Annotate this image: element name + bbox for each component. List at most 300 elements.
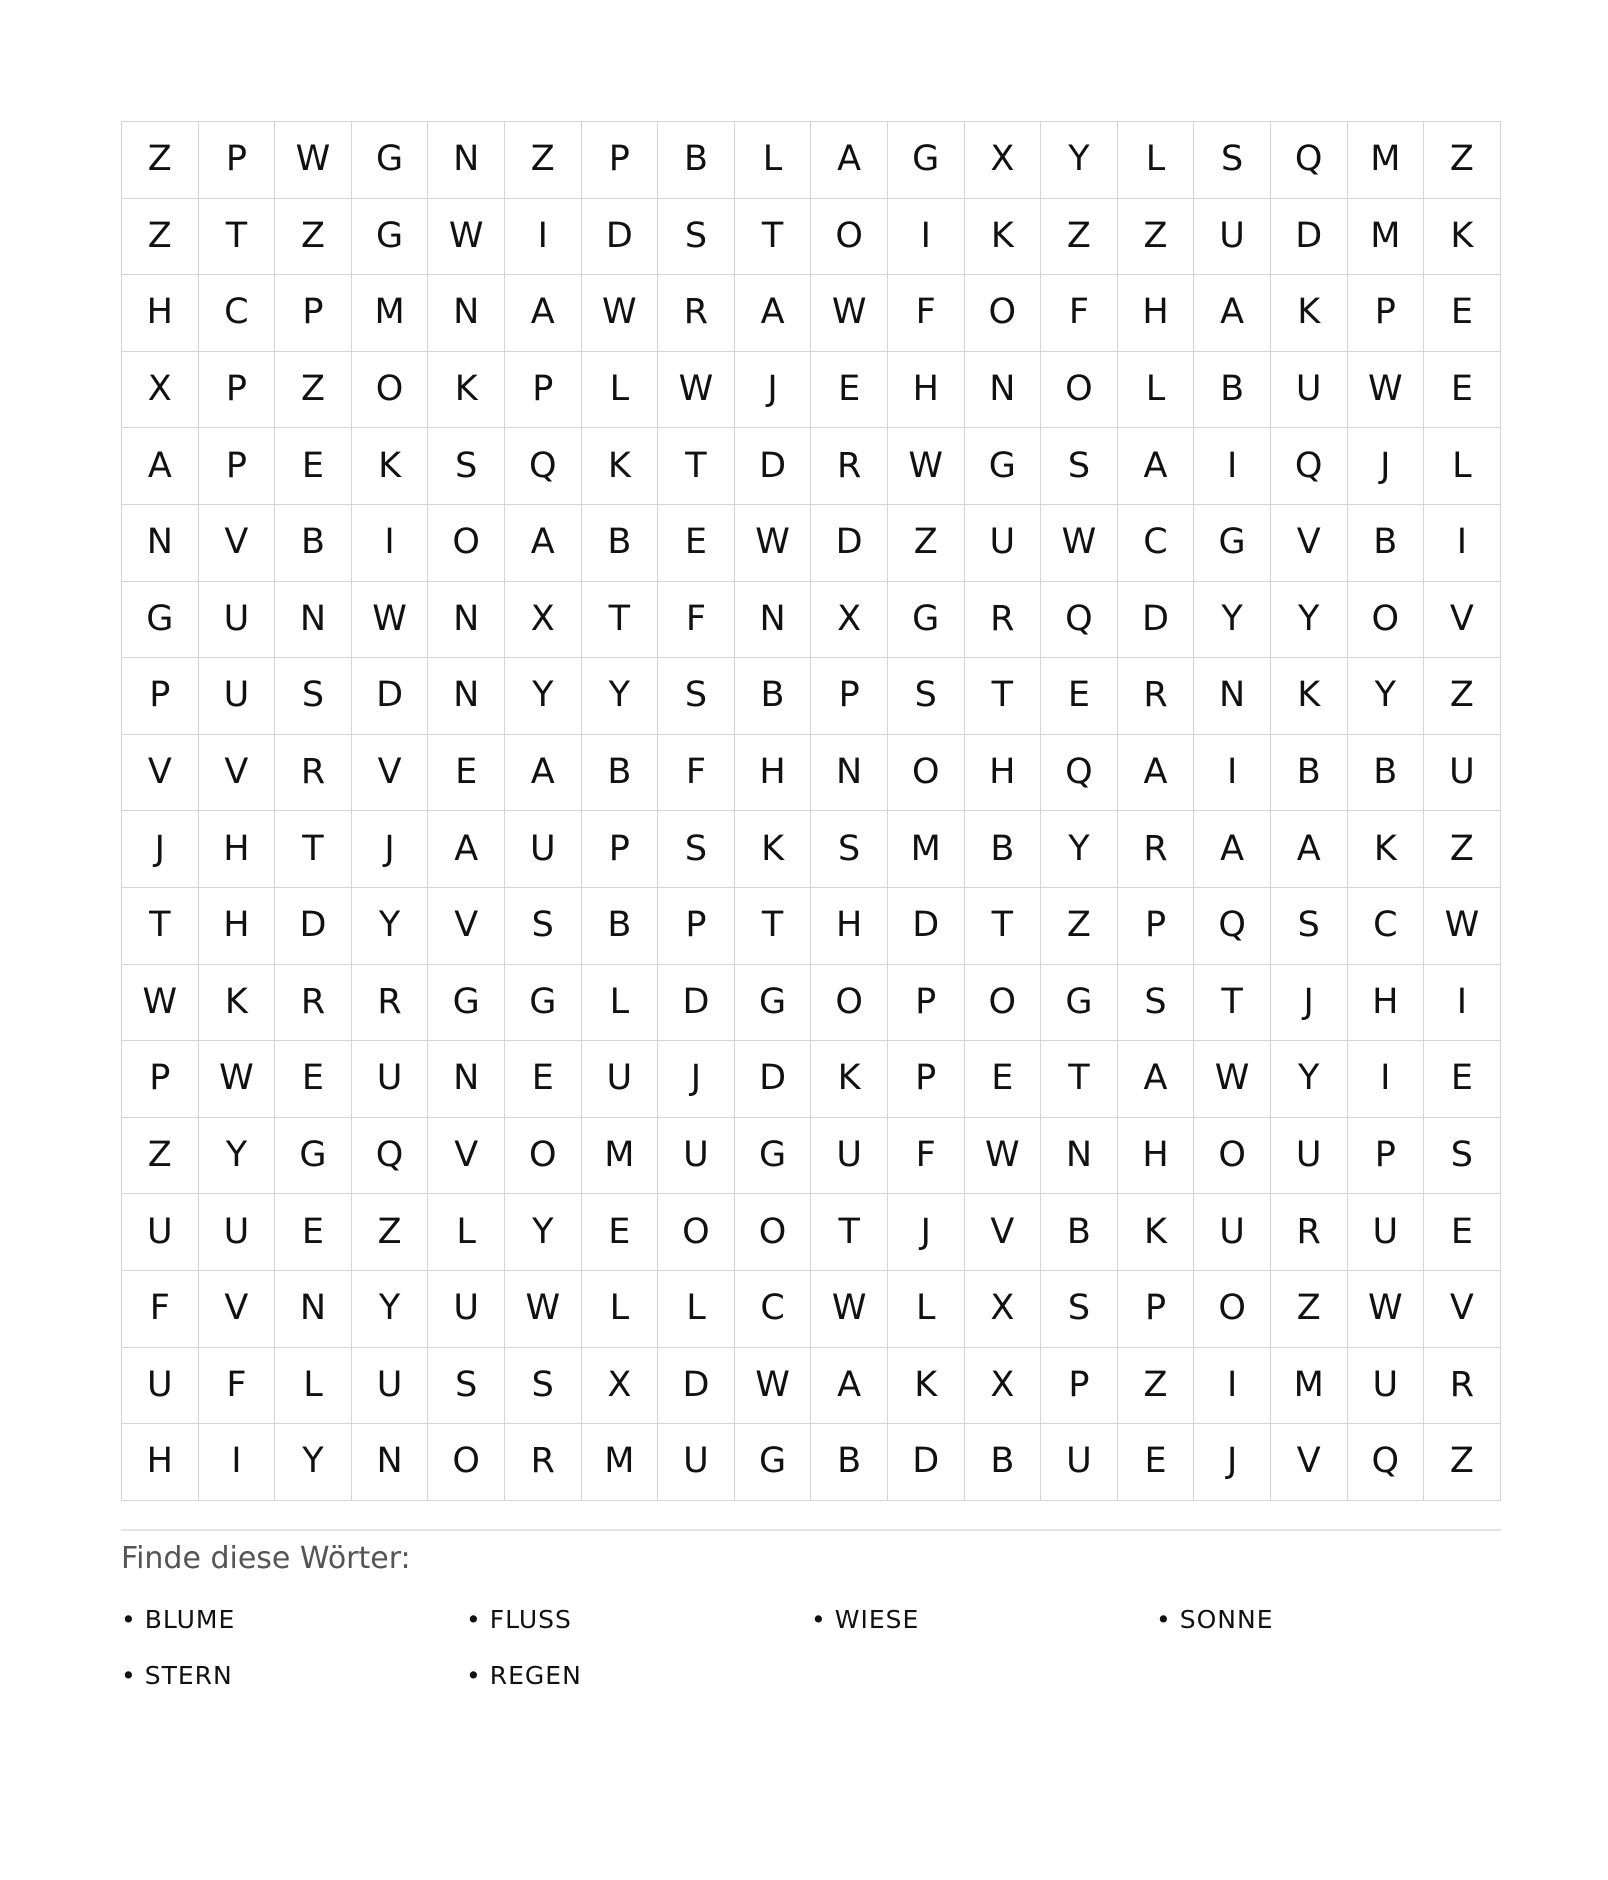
grid-cell[interactable]: P — [658, 888, 735, 965]
grid-cell[interactable]: H — [1348, 965, 1425, 1042]
grid-cell[interactable]: M — [1271, 1348, 1348, 1425]
grid-cell[interactable]: E — [1424, 1194, 1501, 1271]
grid-cell[interactable]: D — [1118, 582, 1195, 659]
grid-cell[interactable]: A — [505, 735, 582, 812]
grid-cell[interactable]: Y — [1271, 582, 1348, 659]
grid-cell[interactable]: O — [1348, 582, 1425, 659]
grid-cell[interactable]: N — [428, 122, 505, 199]
grid-cell[interactable]: F — [199, 1348, 276, 1425]
grid-cell[interactable]: S — [658, 658, 735, 735]
grid-cell[interactable]: N — [428, 658, 505, 735]
grid-cell[interactable]: P — [122, 1041, 199, 1118]
grid-cell[interactable]: Q — [505, 428, 582, 505]
grid-cell[interactable]: X — [505, 582, 582, 659]
grid-cell[interactable]: X — [965, 1271, 1042, 1348]
grid-cell[interactable]: P — [1041, 1348, 1118, 1425]
grid-cell[interactable]: Z — [1424, 1424, 1501, 1501]
grid-cell[interactable]: M — [1348, 122, 1425, 199]
grid-cell[interactable]: U — [1271, 1118, 1348, 1195]
grid-cell[interactable]: V — [199, 1271, 276, 1348]
grid-cell[interactable]: O — [658, 1194, 735, 1271]
grid-cell[interactable]: G — [428, 965, 505, 1042]
grid-cell[interactable]: E — [275, 1041, 352, 1118]
grid-cell[interactable]: E — [275, 428, 352, 505]
grid-cell[interactable]: B — [965, 1424, 1042, 1501]
grid-cell[interactable]: N — [428, 1041, 505, 1118]
grid-cell[interactable]: R — [1118, 658, 1195, 735]
grid-cell[interactable]: A — [1194, 811, 1271, 888]
grid-cell[interactable]: Y — [352, 1271, 429, 1348]
grid-cell[interactable]: W — [1348, 1271, 1425, 1348]
grid-cell[interactable]: K — [428, 352, 505, 429]
grid-cell[interactable]: A — [428, 811, 505, 888]
grid-cell[interactable]: R — [965, 582, 1042, 659]
grid-cell[interactable]: V — [199, 505, 276, 582]
grid-cell[interactable]: F — [1041, 275, 1118, 352]
grid-cell[interactable]: H — [122, 1424, 199, 1501]
grid-cell[interactable]: U — [428, 1271, 505, 1348]
grid-cell[interactable]: R — [275, 965, 352, 1042]
grid-cell[interactable]: S — [811, 811, 888, 888]
grid-cell[interactable]: O — [1041, 352, 1118, 429]
grid-cell[interactable]: U — [505, 811, 582, 888]
grid-cell[interactable]: U — [965, 505, 1042, 582]
grid-cell[interactable]: R — [811, 428, 888, 505]
grid-cell[interactable]: Z — [275, 199, 352, 276]
grid-cell[interactable]: G — [735, 1118, 812, 1195]
grid-cell[interactable]: S — [428, 428, 505, 505]
grid-cell[interactable]: T — [1041, 1041, 1118, 1118]
grid-cell[interactable]: W — [811, 275, 888, 352]
grid-cell[interactable]: A — [811, 122, 888, 199]
grid-cell[interactable]: N — [965, 352, 1042, 429]
grid-cell[interactable]: E — [1118, 1424, 1195, 1501]
grid-cell[interactable]: P — [582, 122, 659, 199]
grid-cell[interactable]: A — [735, 275, 812, 352]
grid-cell[interactable]: V — [1271, 505, 1348, 582]
grid-cell[interactable]: Y — [582, 658, 659, 735]
grid-cell[interactable]: G — [735, 1424, 812, 1501]
grid-cell[interactable]: W — [1424, 888, 1501, 965]
grid-cell[interactable]: W — [275, 122, 352, 199]
grid-cell[interactable]: O — [735, 1194, 812, 1271]
grid-cell[interactable]: E — [658, 505, 735, 582]
grid-cell[interactable]: Y — [1041, 122, 1118, 199]
grid-cell[interactable]: G — [1041, 965, 1118, 1042]
grid-cell[interactable]: U — [199, 582, 276, 659]
grid-cell[interactable]: B — [582, 735, 659, 812]
grid-cell[interactable]: Z — [352, 1194, 429, 1271]
grid-cell[interactable]: D — [735, 1041, 812, 1118]
grid-cell[interactable]: F — [888, 275, 965, 352]
grid-cell[interactable]: H — [122, 275, 199, 352]
grid-cell[interactable]: Y — [199, 1118, 276, 1195]
grid-cell[interactable]: D — [811, 505, 888, 582]
grid-cell[interactable]: K — [888, 1348, 965, 1425]
grid-cell[interactable]: W — [735, 1348, 812, 1425]
grid-cell[interactable]: W — [505, 1271, 582, 1348]
grid-cell[interactable]: P — [1348, 275, 1425, 352]
grid-cell[interactable]: B — [811, 1424, 888, 1501]
grid-cell[interactable]: L — [582, 352, 659, 429]
grid-cell[interactable]: K — [352, 428, 429, 505]
grid-cell[interactable]: O — [965, 965, 1042, 1042]
grid-cell[interactable]: X — [122, 352, 199, 429]
grid-cell[interactable]: J — [352, 811, 429, 888]
grid-cell[interactable]: L — [658, 1271, 735, 1348]
grid-cell[interactable]: C — [1348, 888, 1425, 965]
grid-cell[interactable]: T — [1194, 965, 1271, 1042]
grid-cell[interactable]: K — [735, 811, 812, 888]
grid-cell[interactable]: S — [1041, 428, 1118, 505]
grid-cell[interactable]: E — [1424, 1041, 1501, 1118]
grid-cell[interactable]: V — [352, 735, 429, 812]
grid-cell[interactable]: D — [352, 658, 429, 735]
grid-cell[interactable]: K — [1271, 658, 1348, 735]
grid-cell[interactable]: B — [1194, 352, 1271, 429]
grid-cell[interactable]: N — [1041, 1118, 1118, 1195]
grid-cell[interactable]: S — [505, 1348, 582, 1425]
grid-cell[interactable]: E — [505, 1041, 582, 1118]
grid-cell[interactable]: E — [275, 1194, 352, 1271]
grid-cell[interactable]: G — [735, 965, 812, 1042]
grid-cell[interactable]: K — [1424, 199, 1501, 276]
grid-cell[interactable]: F — [658, 582, 735, 659]
grid-cell[interactable]: L — [735, 122, 812, 199]
grid-cell[interactable]: U — [199, 658, 276, 735]
grid-cell[interactable]: I — [1194, 1348, 1271, 1425]
grid-cell[interactable]: U — [352, 1041, 429, 1118]
grid-cell[interactable]: S — [275, 658, 352, 735]
grid-cell[interactable]: E — [1424, 352, 1501, 429]
grid-cell[interactable]: Z — [888, 505, 965, 582]
grid-cell[interactable]: P — [275, 275, 352, 352]
grid-cell[interactable]: I — [1424, 965, 1501, 1042]
grid-cell[interactable]: X — [965, 122, 1042, 199]
grid-cell[interactable]: Y — [1271, 1041, 1348, 1118]
grid-cell[interactable]: Z — [122, 199, 199, 276]
grid-cell[interactable]: Y — [352, 888, 429, 965]
grid-cell[interactable]: S — [1041, 1271, 1118, 1348]
grid-cell[interactable]: K — [811, 1041, 888, 1118]
grid-cell[interactable]: K — [1271, 275, 1348, 352]
grid-cell[interactable]: N — [275, 1271, 352, 1348]
grid-cell[interactable]: J — [1194, 1424, 1271, 1501]
grid-cell[interactable]: B — [582, 888, 659, 965]
grid-cell[interactable]: B — [1348, 735, 1425, 812]
grid-cell[interactable]: D — [888, 1424, 965, 1501]
grid-cell[interactable]: S — [1118, 965, 1195, 1042]
grid-cell[interactable]: I — [888, 199, 965, 276]
grid-cell[interactable]: R — [1424, 1348, 1501, 1425]
grid-cell[interactable]: C — [1118, 505, 1195, 582]
grid-cell[interactable]: Z — [1041, 888, 1118, 965]
grid-cell[interactable]: H — [811, 888, 888, 965]
grid-cell[interactable]: U — [811, 1118, 888, 1195]
grid-cell[interactable]: U — [122, 1348, 199, 1425]
grid-cell[interactable]: M — [582, 1424, 659, 1501]
grid-cell[interactable]: N — [352, 1424, 429, 1501]
grid-cell[interactable]: R — [1271, 1194, 1348, 1271]
grid-cell[interactable]: U — [122, 1194, 199, 1271]
grid-cell[interactable]: V — [199, 735, 276, 812]
grid-cell[interactable]: D — [582, 199, 659, 276]
grid-cell[interactable]: U — [1348, 1194, 1425, 1271]
grid-cell[interactable]: Z — [1424, 122, 1501, 199]
grid-cell[interactable]: L — [1118, 122, 1195, 199]
grid-cell[interactable]: Q — [1271, 428, 1348, 505]
grid-cell[interactable]: W — [735, 505, 812, 582]
grid-cell[interactable]: Q — [1041, 582, 1118, 659]
grid-cell[interactable]: P — [888, 965, 965, 1042]
grid-cell[interactable]: N — [428, 582, 505, 659]
grid-cell[interactable]: N — [122, 505, 199, 582]
grid-cell[interactable]: K — [199, 965, 276, 1042]
grid-cell[interactable]: Y — [1041, 811, 1118, 888]
grid-cell[interactable]: I — [1348, 1041, 1425, 1118]
grid-cell[interactable]: O — [428, 1424, 505, 1501]
grid-cell[interactable]: B — [582, 505, 659, 582]
grid-cell[interactable]: I — [199, 1424, 276, 1501]
grid-cell[interactable]: V — [1271, 1424, 1348, 1501]
grid-cell[interactable]: E — [582, 1194, 659, 1271]
grid-cell[interactable]: H — [888, 352, 965, 429]
grid-cell[interactable]: U — [1424, 735, 1501, 812]
grid-cell[interactable]: O — [505, 1118, 582, 1195]
grid-cell[interactable]: Q — [1194, 888, 1271, 965]
grid-cell[interactable]: T — [811, 1194, 888, 1271]
grid-cell[interactable]: A — [1118, 735, 1195, 812]
grid-cell[interactable]: Y — [505, 1194, 582, 1271]
grid-cell[interactable]: T — [275, 811, 352, 888]
grid-cell[interactable]: W — [658, 352, 735, 429]
grid-cell[interactable]: Z — [1118, 1348, 1195, 1425]
grid-cell[interactable]: P — [1348, 1118, 1425, 1195]
grid-cell[interactable]: B — [275, 505, 352, 582]
grid-cell[interactable]: T — [735, 199, 812, 276]
grid-cell[interactable]: M — [582, 1118, 659, 1195]
grid-cell[interactable]: P — [199, 428, 276, 505]
grid-cell[interactable]: V — [428, 1118, 505, 1195]
grid-cell[interactable]: A — [505, 275, 582, 352]
grid-cell[interactable]: Y — [1348, 658, 1425, 735]
grid-cell[interactable]: K — [1118, 1194, 1195, 1271]
grid-cell[interactable]: J — [122, 811, 199, 888]
grid-cell[interactable]: G — [352, 199, 429, 276]
grid-cell[interactable]: T — [582, 582, 659, 659]
grid-cell[interactable]: R — [275, 735, 352, 812]
grid-cell[interactable]: G — [352, 122, 429, 199]
grid-cell[interactable]: E — [811, 352, 888, 429]
grid-cell[interactable]: S — [1194, 122, 1271, 199]
grid-cell[interactable]: V — [428, 888, 505, 965]
grid-cell[interactable]: B — [1041, 1194, 1118, 1271]
grid-cell[interactable]: D — [888, 888, 965, 965]
grid-cell[interactable]: P — [811, 658, 888, 735]
grid-cell[interactable]: S — [1271, 888, 1348, 965]
grid-cell[interactable]: N — [735, 582, 812, 659]
grid-cell[interactable]: J — [1271, 965, 1348, 1042]
grid-cell[interactable]: O — [1194, 1271, 1271, 1348]
grid-cell[interactable]: B — [735, 658, 812, 735]
grid-cell[interactable]: F — [888, 1118, 965, 1195]
grid-cell[interactable]: L — [275, 1348, 352, 1425]
grid-cell[interactable]: Y — [505, 658, 582, 735]
grid-cell[interactable]: L — [582, 965, 659, 1042]
grid-cell[interactable]: D — [735, 428, 812, 505]
grid-cell[interactable]: L — [1424, 428, 1501, 505]
grid-cell[interactable]: H — [735, 735, 812, 812]
grid-cell[interactable]: R — [658, 275, 735, 352]
grid-cell[interactable]: N — [1194, 658, 1271, 735]
grid-cell[interactable]: Z — [1118, 199, 1195, 276]
grid-cell[interactable]: T — [735, 888, 812, 965]
grid-cell[interactable]: O — [1194, 1118, 1271, 1195]
grid-cell[interactable]: J — [1348, 428, 1425, 505]
grid-cell[interactable]: W — [122, 965, 199, 1042]
grid-cell[interactable]: G — [888, 122, 965, 199]
grid-cell[interactable]: R — [505, 1424, 582, 1501]
grid-cell[interactable]: W — [1194, 1041, 1271, 1118]
grid-cell[interactable]: I — [352, 505, 429, 582]
grid-cell[interactable]: E — [1041, 658, 1118, 735]
grid-cell[interactable]: H — [1118, 1118, 1195, 1195]
grid-cell[interactable]: S — [658, 811, 735, 888]
grid-cell[interactable]: K — [965, 199, 1042, 276]
grid-cell[interactable]: U — [582, 1041, 659, 1118]
grid-cell[interactable]: Q — [1348, 1424, 1425, 1501]
grid-cell[interactable]: F — [122, 1271, 199, 1348]
grid-cell[interactable]: O — [811, 199, 888, 276]
grid-cell[interactable]: W — [811, 1271, 888, 1348]
grid-cell[interactable]: P — [1118, 888, 1195, 965]
grid-cell[interactable]: R — [352, 965, 429, 1042]
grid-cell[interactable]: Y — [275, 1424, 352, 1501]
grid-cell[interactable]: L — [428, 1194, 505, 1271]
grid-cell[interactable]: Z — [122, 1118, 199, 1195]
grid-cell[interactable]: I — [1194, 735, 1271, 812]
grid-cell[interactable]: W — [965, 1118, 1042, 1195]
grid-cell[interactable]: S — [658, 199, 735, 276]
grid-cell[interactable]: A — [1118, 1041, 1195, 1118]
grid-cell[interactable]: C — [199, 275, 276, 352]
grid-cell[interactable]: N — [811, 735, 888, 812]
grid-cell[interactable]: L — [1118, 352, 1195, 429]
grid-cell[interactable]: H — [965, 735, 1042, 812]
grid-cell[interactable]: T — [658, 428, 735, 505]
grid-cell[interactable]: E — [428, 735, 505, 812]
grid-cell[interactable]: W — [199, 1041, 276, 1118]
grid-cell[interactable]: X — [965, 1348, 1042, 1425]
grid-cell[interactable]: O — [965, 275, 1042, 352]
grid-cell[interactable]: D — [275, 888, 352, 965]
grid-cell[interactable]: X — [582, 1348, 659, 1425]
grid-cell[interactable]: J — [888, 1194, 965, 1271]
grid-cell[interactable]: A — [122, 428, 199, 505]
grid-cell[interactable]: P — [199, 352, 276, 429]
grid-cell[interactable]: O — [428, 505, 505, 582]
grid-cell[interactable]: A — [1271, 811, 1348, 888]
grid-cell[interactable]: K — [1348, 811, 1425, 888]
grid-cell[interactable]: V — [965, 1194, 1042, 1271]
grid-cell[interactable]: B — [658, 122, 735, 199]
grid-cell[interactable]: W — [1041, 505, 1118, 582]
grid-cell[interactable]: N — [275, 582, 352, 659]
grid-cell[interactable]: Z — [122, 122, 199, 199]
grid-cell[interactable]: Z — [505, 122, 582, 199]
grid-cell[interactable]: D — [658, 1348, 735, 1425]
grid-cell[interactable]: T — [122, 888, 199, 965]
grid-cell[interactable]: U — [199, 1194, 276, 1271]
grid-cell[interactable]: E — [1424, 275, 1501, 352]
grid-cell[interactable]: P — [888, 1041, 965, 1118]
grid-cell[interactable]: A — [1194, 275, 1271, 352]
grid-cell[interactable]: U — [658, 1424, 735, 1501]
grid-cell[interactable]: D — [1271, 199, 1348, 276]
grid-cell[interactable]: O — [811, 965, 888, 1042]
grid-cell[interactable]: G — [888, 582, 965, 659]
grid-cell[interactable]: A — [811, 1348, 888, 1425]
grid-cell[interactable]: X — [811, 582, 888, 659]
grid-cell[interactable]: A — [1118, 428, 1195, 505]
grid-cell[interactable]: H — [199, 888, 276, 965]
grid-cell[interactable]: V — [122, 735, 199, 812]
grid-cell[interactable]: W — [582, 275, 659, 352]
grid-cell[interactable]: W — [888, 428, 965, 505]
grid-cell[interactable]: R — [1118, 811, 1195, 888]
grid-cell[interactable]: M — [1348, 199, 1425, 276]
grid-cell[interactable]: G — [505, 965, 582, 1042]
grid-cell[interactable]: W — [428, 199, 505, 276]
grid-cell[interactable]: S — [505, 888, 582, 965]
grid-cell[interactable]: J — [658, 1041, 735, 1118]
grid-cell[interactable]: T — [199, 199, 276, 276]
grid-cell[interactable]: W — [1348, 352, 1425, 429]
grid-cell[interactable]: U — [1194, 1194, 1271, 1271]
grid-cell[interactable]: H — [199, 811, 276, 888]
grid-cell[interactable]: L — [888, 1271, 965, 1348]
grid-cell[interactable]: W — [352, 582, 429, 659]
grid-cell[interactable]: U — [1194, 199, 1271, 276]
grid-cell[interactable]: P — [582, 811, 659, 888]
grid-cell[interactable]: A — [505, 505, 582, 582]
grid-cell[interactable]: M — [888, 811, 965, 888]
grid-cell[interactable]: U — [658, 1118, 735, 1195]
grid-cell[interactable]: K — [582, 428, 659, 505]
grid-cell[interactable]: I — [505, 199, 582, 276]
grid-cell[interactable]: Z — [1424, 811, 1501, 888]
grid-cell[interactable]: Y — [1194, 582, 1271, 659]
grid-cell[interactable]: G — [1194, 505, 1271, 582]
grid-cell[interactable]: B — [965, 811, 1042, 888]
grid-cell[interactable]: C — [735, 1271, 812, 1348]
grid-cell[interactable]: P — [505, 352, 582, 429]
grid-cell[interactable]: S — [1424, 1118, 1501, 1195]
grid-cell[interactable]: P — [122, 658, 199, 735]
grid-cell[interactable]: M — [352, 275, 429, 352]
grid-cell[interactable]: Z — [1041, 199, 1118, 276]
grid-cell[interactable]: Z — [275, 352, 352, 429]
grid-cell[interactable]: P — [1118, 1271, 1195, 1348]
grid-cell[interactable]: S — [428, 1348, 505, 1425]
grid-cell[interactable]: G — [122, 582, 199, 659]
grid-cell[interactable]: O — [352, 352, 429, 429]
grid-cell[interactable]: U — [1041, 1424, 1118, 1501]
grid-cell[interactable]: U — [352, 1348, 429, 1425]
grid-cell[interactable]: Q — [1041, 735, 1118, 812]
grid-cell[interactable]: T — [965, 888, 1042, 965]
grid-cell[interactable]: Q — [352, 1118, 429, 1195]
